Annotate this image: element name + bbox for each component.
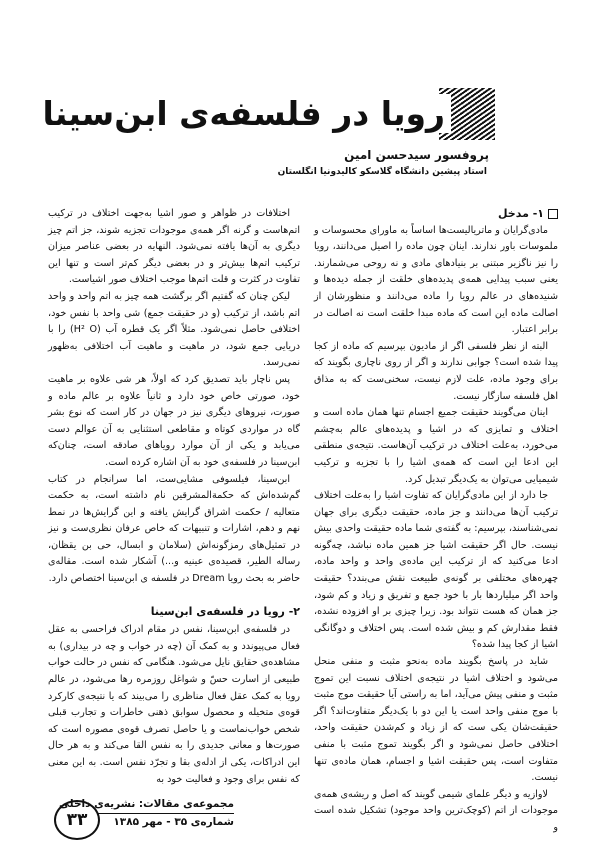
page-footer bbox=[54, 794, 234, 840]
paragraph: اختلافات در ظواهر و صور اشیا به‌جهت اختلاف در ترکیب اتم‌هاست و گرنه اگر همه‌ی موجودات تجزیه شوند، جز اتم چیز دیگری به آن‌ها یافته نمی‌شود. النهایه در بعضی عناصر میزان ترکیب اتم‌ها بیش‌تر و در بعضی دیگر کم‌تر است و تنها این تفاوت در کثرت و قلت اتم‌ها موجب اختلاف صور اشیاست. bbox=[48, 208, 300, 286]
paragraph: جا دارد از این مادی‌گرایان که تفاوت اشیا را به‌علت اختلاف ترکیب آن‌ها می‌دانند و جز ماده، حقیقت دیگری برای جهان نمی‌شناسند، بپرسیم: به گفته‌ی شما ماده حقیقت واحدی بیش نیست. حال اگر حقیقت اشیا جز همین ماده نباشد، چه‌گونه ادعا می‌کنید که از ترکیب این ماده‌ی واحد و واحد ماده، چهره‌های مختلفی بر گونه‌ی طبیعت نقش می‌بندد؟ حقیقت واحد اگر میلیاردها بار با خود جمع و تفریق و زیاد و کم شود، جز همان که هست نتواند بود. زیرا چیزی بر او افزوده نشده، فقط مقدارش کم و بیش شده است. پس اختلاف و دوگانگی اشیا از کجا پیدا شده؟ bbox=[314, 490, 558, 651]
page-number: ۳۳ bbox=[54, 800, 100, 840]
paragraph: پس ناچار باید تصدیق کرد که اولاً، هر شی علاوه بر ماهیت خود، صورتی خاص خود دارد و ثانیاً علاوه بر عالم ماده و صورت، نیروهای دیگری نیز در جهان در کار است که نوع بشر گاه در مواردی کوتاه و مقاطعی استثنایی به آن عوالم دست می‌یابد و یکی از آن موارد رویاهای صادقه است، چنان‌که ابن‌سینا در فلسفه‌ی خود به آن اشاره کرده است. bbox=[48, 373, 300, 468]
author-affiliation: استاد پیشین دانشگاه گلاسکو کالیدونیا انگلستان bbox=[277, 167, 487, 177]
paragraph: اینان می‌گویند حقیقت جمیع اجسام تنها همان ماده است و اختلاف و تمایزی که در اشیا و پدیده‌های عالم به‌چشم می‌خورد، به‌علت اختلاف در ترکیب آن‌هاست. نتیجه‌ی منطقی این ادعا این است که همه‌ی اشیا را با تجزیه و ترکیب شیمیایی می‌توان به یک‌دیگر تبدیل کرد. bbox=[314, 407, 558, 485]
paragraph: مادی‌گرایان و ماتریالیست‌ها اساساً به ماورای محسوسات و ملموسات باور ندارند. اینان چون ماده را اصیل می‌دانند، رویا را نیز ناگزیر مبتنی بر بنیادهای مادی و نه روحی می‌شمارند. یعنی سبب پیدایی همه‌ی پدیده‌های خلقت از جمله دیده‌ها و شنیده‌های در عالم رویا را ماده می‌دانند و منظورشان از اصالت ماده این است که ماده مبدا خلقت است نه اصالت در برابر اعتبار. bbox=[314, 224, 558, 336]
article-title: رویا در فلسفه‌ی ابن‌سینا bbox=[36, 94, 451, 133]
paragraph: لاوازیه و دیگر علمای شیمی گویند که اصل و ریشه‌ی همه‌ی موجودات از اتم (کوچک‌ترین واحد موجود) تشکیل شده است و bbox=[314, 788, 558, 833]
section2-heading: ۲- رویا در فلسفه‌ی ابن‌سینا bbox=[150, 604, 300, 618]
paragraph: البته از نظر فلسفی اگر از مادیون بپرسیم که ماده از کجا پیدا شده است؟ جوابی ندارند و اگر از روی ناچاری بگویند که برای وجود ماده، علت لازم نیست، سخنی‌ست که به مذاق اهل فلسفه سازگار نیست. bbox=[314, 340, 558, 402]
author-name: پروفسور سیدحسن امین bbox=[344, 148, 489, 162]
footer-divider bbox=[98, 813, 234, 814]
title-banner bbox=[42, 88, 495, 140]
paragraph: شاید در پاسخ بگویند ماده به‌نحو مثبت و منفی منحل می‌شود و اختلاف اشیا در نتیجه‌ی اختلاف نسبت این تموج مثبت و منفی پیش می‌آید، اما به راستی آیا حقیقت موج مثبت با موج منفی واحد است یا این دو با یک‌دیگر متفاوت‌اند؟ اگر حقیقت‌شان یکی ست که از زیاد و کم‌شدن حقیقت واحد، اختلافی حاصل نمی‌شود و اگر بگویند تموج مثبت با منفی متفاوت است، پس حقیقت اشیا و اجسام، همان ماده‌ی تنها نیست. bbox=[314, 656, 558, 784]
section-box-icon bbox=[548, 209, 558, 219]
section1-heading-text: ۱- مدخل bbox=[497, 207, 544, 220]
section1-heading bbox=[314, 206, 558, 223]
issue-info: شماره‌ی ۳۵ - مهر ۱۳۸۵ bbox=[113, 816, 234, 828]
right-column bbox=[314, 206, 558, 837]
spacer bbox=[48, 588, 300, 598]
journal-name: مجموعه‌ی مقالات: نشریه‌ی داخلی bbox=[59, 798, 234, 810]
left-column bbox=[48, 206, 300, 788]
paragraph: لیکن چنان که گفتیم اگر برگشت همه چیز به اتم واحد و واحد اتم باشد، از ترکیب (و در حقیقت جمع) شی واحد با نفس خود، اختلافی حاصل نمی‌شود. مثلاً اگر یک قطره آب (H² O) را با دریایی جمع شود، در ماهیت و ماهیت آب اختلافی به‌ظهور نمی‌رسد. bbox=[48, 290, 300, 369]
paragraph: ابن‌سینا، فیلسوفی مشایی‌ست، اما سرانجام در کتاب گم‌شده‌اش که حکمة‌المشرقین نام داشته است، به حکمت متعالیه / حکمت اشراق گرایش یافته و این گرایش‌ها در نمط نهم و دهم، اشارات و تنبیهات که خاص عرفان نظری‌ست و نیز در تمثیل‌های رمزگونه‌اش (سلامان و ابسال، حی بن یقظان، رساله الطیر، قصیده‌ی عینیه و...) آشکار شده است. مقاله‌ی حاضر به بحث رویا Dream در فلسفه ی ابن‌سینا اختصاص دارد. bbox=[48, 473, 300, 585]
paragraph: در فلسفه‌ی ابن‌سینا، نفس در مقام ادراک فراحسی به عقل فعال می‌پیوندد و به کمک آن (چه در خواب و چه در بیداری) به مشاهده‌ی حقایق نایل می‌شود. هنگامی که نفس در حالت خواب طبیعی از اسارت حسّ و شواغل روزمره رها می‌شود، در عالم رویا به کمک عقل فعال مناظری را می‌بیند که یا نتیجه‌ی کارکرد قوه‌ی متخیله و محصول سوابق ذهنی خاطرات و تجارب قبلی شخص خواب‌نماست و یا حاصل تصرف قوه‌ی مصوره است که صورت‌ها و معانی جدیدی را به نفس القا می‌کند و به هر حال این ادراکات، یکی از ادله‌ی بقا و تجرّد نفس است. به این معنی که نفس برای وجود و فعالیت خود به bbox=[48, 624, 300, 785]
